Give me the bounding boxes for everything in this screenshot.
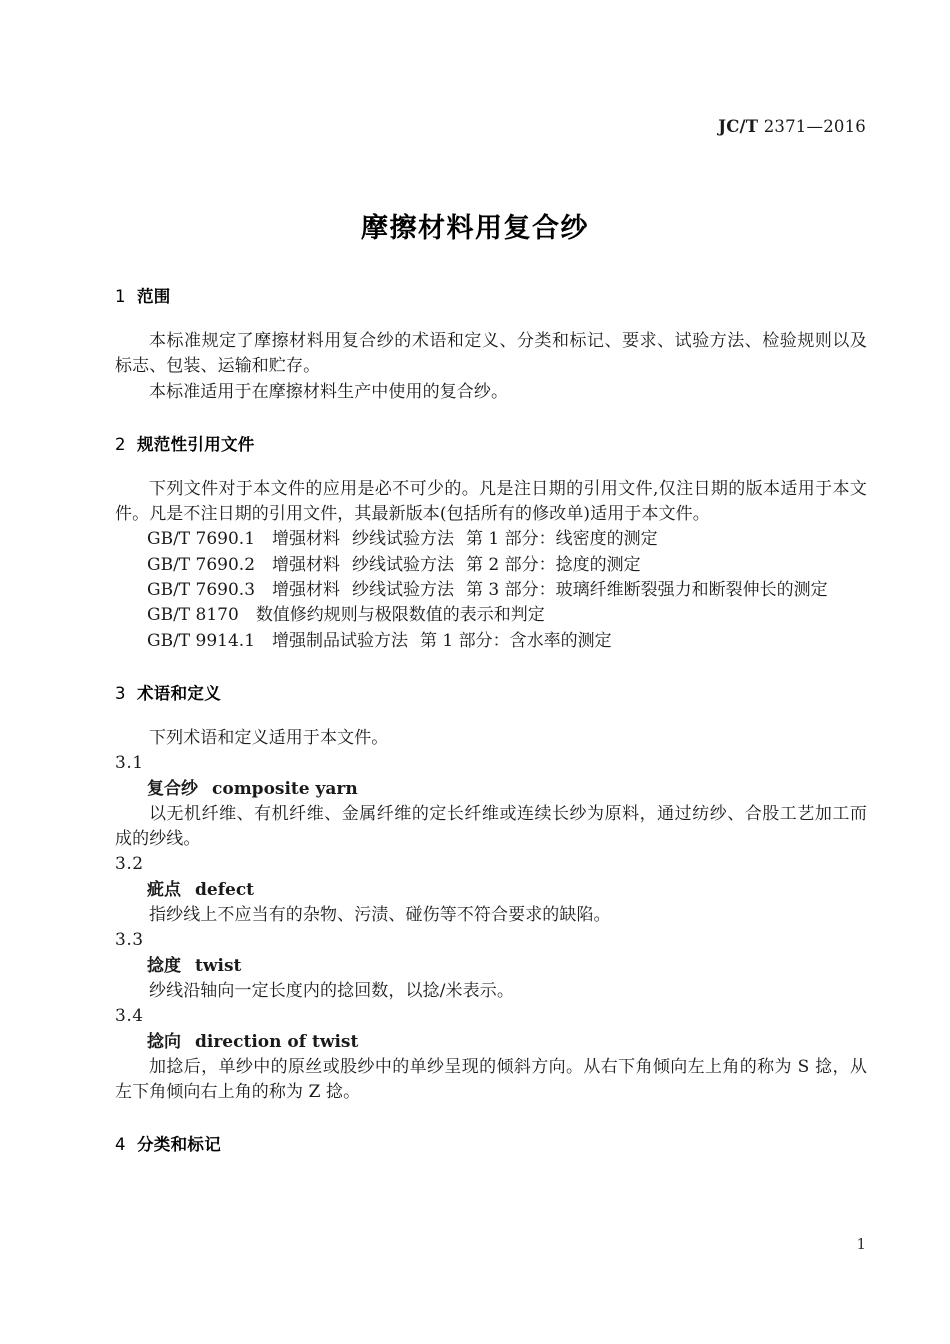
section-title-3: 术语和定义 (137, 683, 221, 703)
section-title-1: 范围 (137, 287, 171, 306)
reference-part: 第 1 部分：线密度的测定 (466, 529, 658, 550)
reference-method: 纱线试验方法 (352, 580, 455, 601)
reference-method: 纱线试验方法 (352, 529, 455, 550)
term-zh: 捻向 (147, 1031, 181, 1052)
section-3-paragraph-1: 下列术语和定义适用于本文件。 (149, 727, 389, 748)
reference-name: 增强材料 (272, 529, 341, 550)
reference-item (115, 629, 867, 654)
term-definition-3-3: 纱线沿轴向一定长度内的捻回数，以捻/米表示。 (149, 980, 514, 1001)
term-zh: 疵点 (147, 879, 181, 900)
reference-id: GB/T 8170 (147, 605, 239, 626)
section-heading-3 (115, 680, 867, 704)
term-heading-3-4 (115, 1030, 867, 1055)
section-1-paragraph-2: 本标准适用于在摩擦材料生产中使用的复合纱。 (149, 381, 509, 402)
section-number-1: 1 (115, 287, 126, 306)
section-number-4: 4 (115, 1135, 126, 1155)
running-header (115, 116, 866, 138)
term-en: defect (195, 879, 255, 900)
section-heading-1 (115, 283, 867, 307)
clause-number-3-3: 3.3 (115, 930, 144, 951)
term-definition-3-4: 加捻后，单纱中的原丝或股纱中的单纱呈现的倾斜方向。从右下角倾向左上角的称为 S 捻，从左下角倾向右上角的称为 Z 捻。 (115, 1056, 867, 1103)
reference-part: 第 1 部分：含水率的测定 (420, 630, 612, 651)
page-title: 摩擦材料用复合纱 (361, 213, 589, 244)
page-number: 1 (856, 1235, 866, 1253)
term-heading-3-3 (115, 954, 867, 979)
term-heading-3-2 (115, 878, 867, 903)
section-number-2: 2 (115, 434, 126, 454)
section-2-paragraph-1: 下列文件对于本文件的应用是必不可少的。凡是注日期的引用文件,仅注日期的版本适用于本文件。凡是不注日期的引用文件，其最新版本(包括所有的修改单)适用于本文件。 (115, 478, 867, 525)
reference-id: GB/T 9914.1 (147, 630, 256, 651)
reference-part: 第 2 部分：捻度的测定 (466, 554, 641, 575)
reference-id: GB/T 7690.1 (147, 529, 256, 550)
term-en: direction of twist (195, 1031, 359, 1052)
term-en: twist (195, 955, 242, 976)
term-definition-3-2: 指纱线上不应当有的杂物、污渍、碰伤等不符合要求的缺陷。 (149, 905, 611, 926)
section-1-paragraph-1: 本标准规定了摩擦材料用复合纱的术语和定义、分类和标记、要求、试验方法、检验规则以及标志、包装、运输和贮存。 (115, 331, 867, 377)
reference-name: 数值修约规则与极限数值的表示和判定 (255, 605, 545, 626)
reference-item (115, 527, 867, 552)
standard-number: 2371—2016 (763, 117, 866, 136)
reference-item (115, 578, 867, 603)
section-title-2: 规范性引用文件 (137, 434, 255, 454)
section-heading-4 (115, 1131, 867, 1155)
standard-code: JC/T (718, 117, 759, 136)
reference-part: 第 3 部分：玻璃纤维断裂强力和断裂伸长的测定 (466, 580, 828, 601)
reference-id: GB/T 7690.3 (147, 580, 256, 601)
reference-id: GB/T 7690.2 (147, 554, 256, 575)
term-zh: 复合纱 (147, 778, 198, 799)
section-heading-2 (115, 431, 867, 455)
term-zh: 捻度 (147, 955, 181, 976)
reference-method: 纱线试验方法 (352, 554, 455, 575)
reference-item (115, 603, 867, 628)
reference-name: 增强材料 (272, 554, 341, 575)
reference-name: 增强材料 (272, 580, 341, 601)
reference-name: 增强制品试验方法 (272, 630, 409, 651)
clause-number-3-4: 3.4 (115, 1006, 144, 1027)
term-en: composite yarn (212, 778, 358, 799)
term-definition-3-1: 以无机纤维、有机纤维、金属纤维的定长纤维或连续长纱为原料，通过纺纱、合股工艺加工而成的纱线。 (115, 803, 867, 850)
clause-number-3-1: 3.1 (115, 753, 144, 774)
reference-item (115, 553, 867, 578)
section-number-3: 3 (115, 683, 126, 703)
clause-number-3-2: 3.2 (115, 854, 144, 875)
document-body (115, 283, 867, 1155)
section-title-4: 分类和标记 (137, 1135, 221, 1155)
term-heading-3-1 (115, 777, 867, 802)
